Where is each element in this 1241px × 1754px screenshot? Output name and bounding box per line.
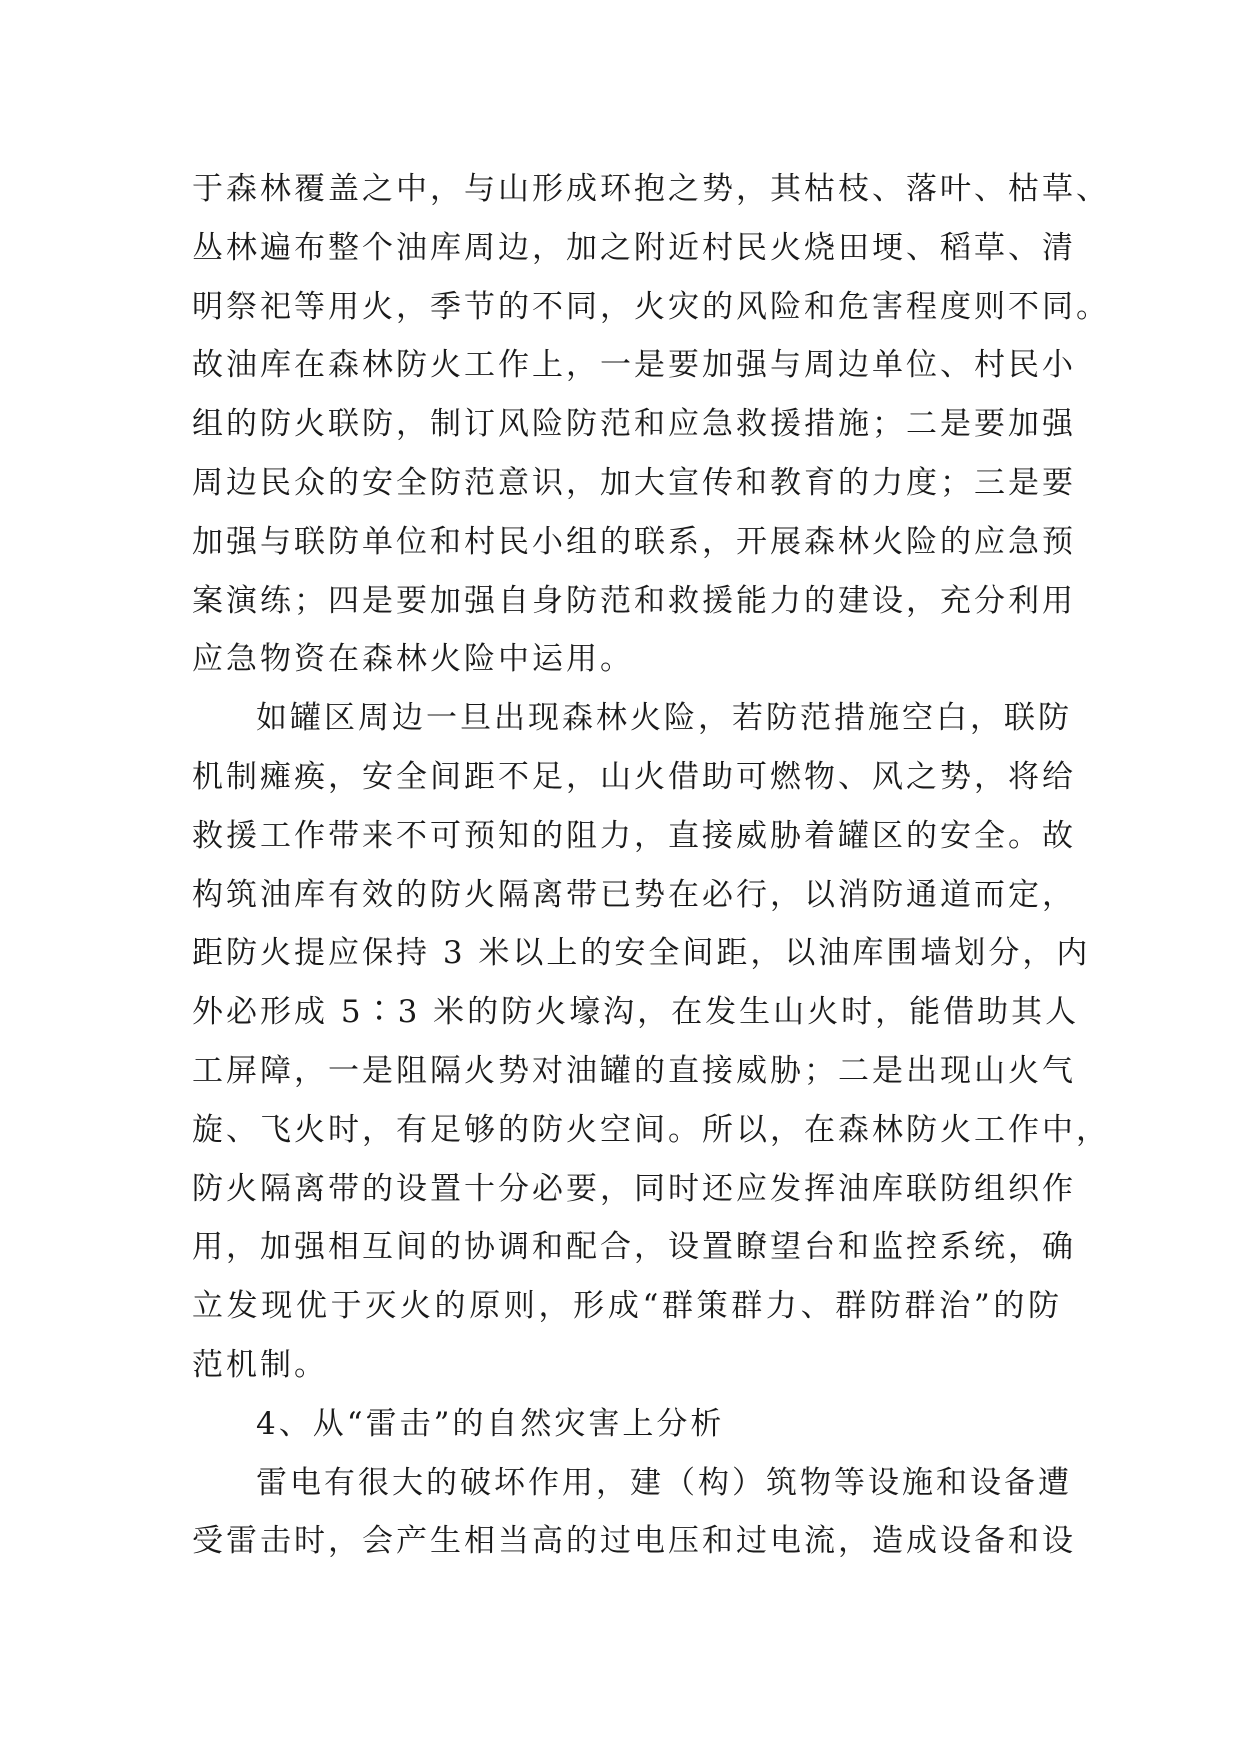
section-heading: 4、从“雷击”的自然灾害上分析 [256, 1405, 725, 1442]
text-line: 丛林遍布整个油库周边，加之附近村民火烧田埂、稻草、清 [192, 229, 1076, 266]
text-line: 机制瘫痪，安全间距不足，山火借助可燃物、风之势，将给 [192, 758, 1076, 795]
paragraph-forest-fire-measures [192, 160, 1110, 689]
text-line: 构筑油库有效的防火隔离带已势在必行，以消防通道而定， [192, 876, 1076, 913]
text-line: 雷电有很大的破坏作用，建（构）筑物等设施和设备遭 [256, 1464, 1072, 1501]
paragraph-firebreak [192, 689, 1110, 1395]
text-line: 外必形成 5∶3 米的防火壕沟，在发生山火时，能借助其人 [192, 994, 1080, 1031]
text-line: 周边民众的安全防范意识，加大宣传和教育的力度；三是要 [192, 464, 1076, 501]
text-line: 故油库在森林防火工作上，一是要加强与周边单位、村民小 [192, 347, 1076, 384]
text-line: 用，加强相互间的协调和配合，设置瞭望台和监控系统，确 [192, 1229, 1076, 1266]
text-line: 受雷击时，会产生相当高的过电压和过电流，造成设备和设 [192, 1523, 1076, 1560]
text-line: 应急物资在森林火险中运用。 [192, 641, 634, 678]
document-body [192, 160, 1110, 1571]
text-line: 案演练；四是要加强自身防范和救援能力的建设，充分利用 [192, 582, 1076, 619]
text-line: 工屏障，一是阻隔火势对油罐的直接威胁；二是出现山火气 [192, 1052, 1076, 1089]
text-line: 立发现优于灭火的原则，形成“群策群力、群防群治”的防 [192, 1288, 1062, 1325]
text-line: 旋、飞火时，有足够的防火空间。所以，在森林防火工作中， [192, 1111, 1110, 1148]
text-line: 距防火提应保持 3 米以上的安全间距，以油库围墙划分，内 [192, 935, 1091, 972]
text-line: 防火隔离带的设置十分必要，同时还应发挥油库联防组织作 [192, 1170, 1076, 1207]
text-line: 范机制。 [192, 1346, 328, 1383]
text-line: 明祭祀等用火，季节的不同，火灾的风险和危害程度则不同。 [192, 288, 1110, 325]
text-line: 加强与联防单位和村民小组的联系，开展森林火险的应急预 [192, 523, 1076, 560]
text-line: 于森林覆盖之中，与山形成环抱之势，其枯枝、落叶、枯草、 [192, 171, 1110, 207]
text-line: 如罐区周边一旦出现森林火险，若防范措施空白，联防 [256, 700, 1072, 737]
paragraph-lightning [192, 1454, 1076, 1572]
text-line: 组的防火联防，制订风险防范和应急救援措施；二是要加强 [192, 406, 1076, 443]
text-line: 救援工作带来不可预知的阻力，直接威胁着罐区的安全。故 [192, 817, 1076, 854]
